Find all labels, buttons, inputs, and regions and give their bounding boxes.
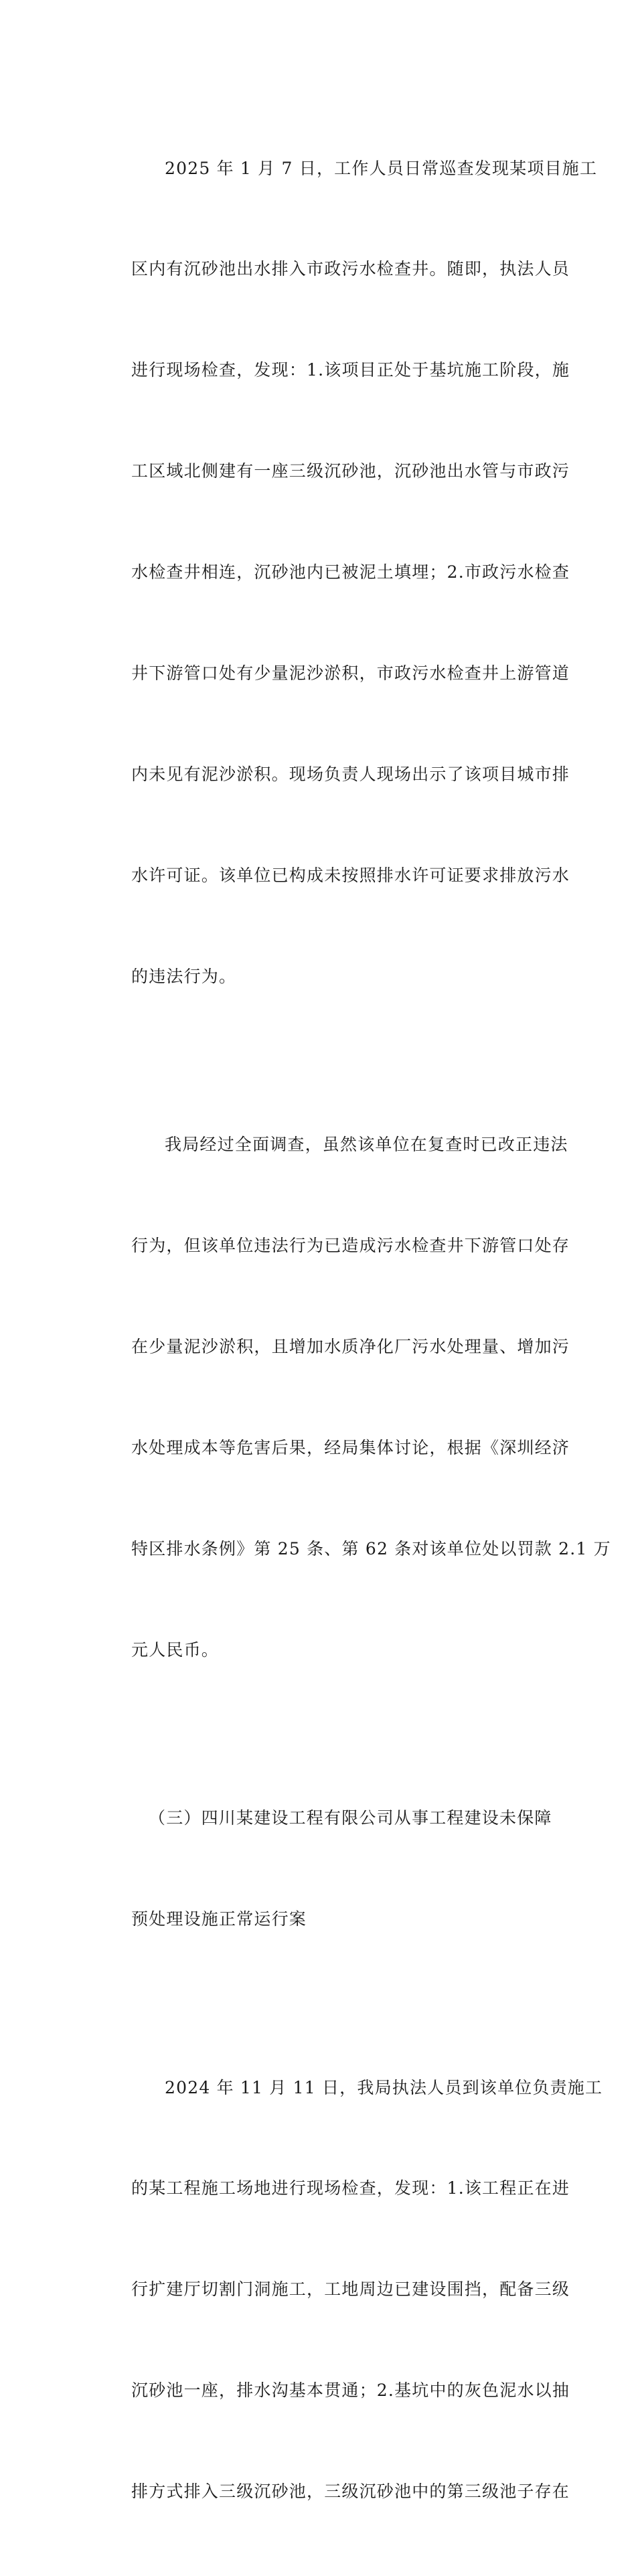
text-line: 行扩建厅切割门洞施工，工地周边已建设围挡，配备三级 bbox=[131, 2279, 570, 2300]
section-heading-case-3 bbox=[98, 1735, 552, 2004]
text-line: 内未见有泥沙淤积。现场负责人现场出示了该项目城市排 bbox=[131, 764, 570, 784]
text-line: 沉砂池一座，排水沟基本贯通；2.基坑中的灰色泥水以抽 bbox=[131, 2381, 570, 2401]
paragraph-incident-2025 bbox=[98, 84, 598, 1061]
text-line: 区内有沉砂池出水排入市政污水检查井。随即，执法人员 bbox=[131, 259, 570, 279]
text-line: 行为，但该单位违法行为已造成污水检查井下游管口处存 bbox=[131, 1236, 570, 1256]
text-line: 水检查井相连，沉砂池内已被泥土填埋；2.市政污水检查 bbox=[131, 562, 570, 582]
heading-line: 预处理设施正常运行案 bbox=[131, 1909, 307, 1929]
text-line: 元人民币。 bbox=[131, 1639, 220, 1660]
text-line: 工区域北侧建有一座三级沉砂池，沉砂池出水管与市政污 bbox=[131, 461, 570, 481]
text-line: 特区排水条例》第 25 条、第 62 条对该单位处以罚款 2.1 万 bbox=[131, 1538, 611, 1558]
paragraph-incident-2024 bbox=[98, 2004, 603, 2576]
text-line: 在少量泥沙淤积，且增加水质净化厂污水处理量、增加污 bbox=[131, 1336, 570, 1356]
text-line: 2024 年 11 月 11 日，我局执法人员到该单位负责施工 bbox=[165, 2077, 603, 2097]
text-line: 排方式排入三级沉砂池，三级沉砂池中的第三级池子存在 bbox=[131, 2482, 570, 2502]
text-line: 的违法行为。 bbox=[131, 966, 237, 986]
text-line: 的某工程施工场地进行现场检查，发现：1.该工程正在进 bbox=[131, 2178, 570, 2198]
text-line: 水许可证。该单位已构成未按照排水许可证要求排放污水 bbox=[131, 865, 570, 885]
paragraph-penalty-decision bbox=[98, 1061, 611, 1735]
text-line: 2025 年 1 月 7 日，工作人员日常巡查发现某项目施工 bbox=[165, 158, 598, 178]
text-line: 我局经过全面调查，虽然该单位在复查时已改正违法 bbox=[165, 1135, 568, 1155]
heading-line: （三）四川某建设工程有限公司从事工程建设未保障 bbox=[149, 1808, 552, 1828]
text-line: 进行现场检查，发现：1.该项目正处于基坑施工阶段，施 bbox=[131, 360, 570, 380]
text-line: 水处理成本等危害后果，经局集体讨论，根据《深圳经济 bbox=[131, 1437, 570, 1457]
document-body bbox=[98, 84, 611, 2576]
text-line: 井下游管口处有少量泥沙淤积，市政污水检查井上游管道 bbox=[131, 663, 570, 683]
